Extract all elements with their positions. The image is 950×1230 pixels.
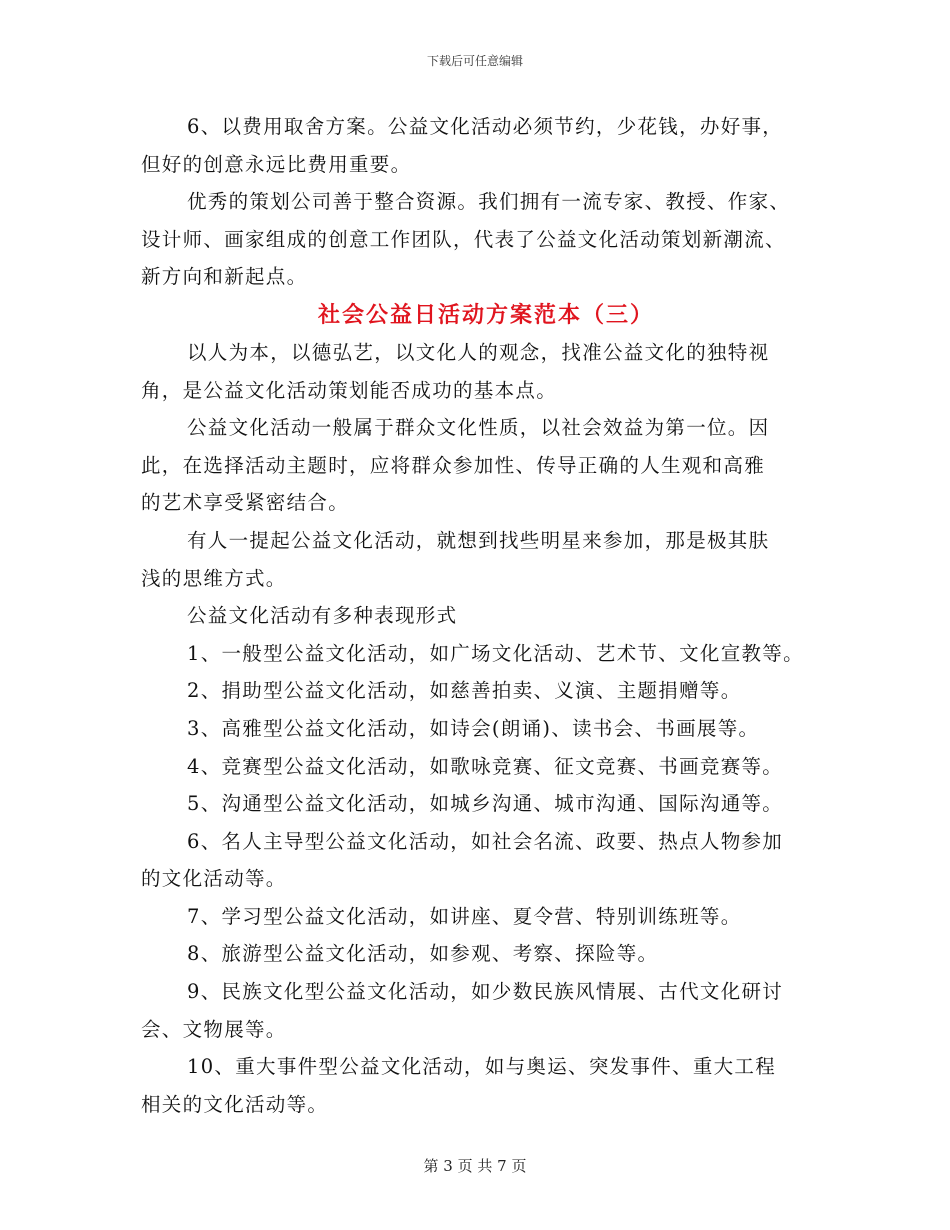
text-line: 8、旅游型公益文化活动，如参观、考察、探险等。 bbox=[187, 942, 659, 966]
text-line: 10、重大事件型公益文化活动，如与奥运、突发事件、重大工程 bbox=[187, 1055, 777, 1079]
text-line: 的艺术享受紧密结合。 bbox=[141, 491, 350, 515]
text-line: 的文化活动等。 bbox=[141, 867, 287, 891]
page-footer: 第 3 页 共 7 页 bbox=[423, 1157, 527, 1175]
text-line: 3、高雅型公益文化活动，如诗会(朗诵)、读书会、书画展等。 bbox=[187, 716, 760, 740]
text-line: 7、学习型公益文化活动，如讲座、夏令营、特别训练班等。 bbox=[187, 904, 742, 928]
text-line: 6、名人主导型公益文化活动，如社会名流、政要、热点人物参加 bbox=[187, 829, 784, 853]
section-title: 社会公益日活动方案范本（三） bbox=[317, 301, 654, 328]
text-line: 浅的思维方式。 bbox=[141, 566, 287, 590]
text-line: 相关的文化活动等。 bbox=[141, 1092, 329, 1116]
text-line: 新方向和新起点。 bbox=[141, 265, 308, 289]
text-line: 设计师、画家组成的创意工作团队，代表了公益文化活动策划新潮流、 bbox=[141, 227, 786, 251]
text-line: 6、以费用取舍方案。公益文化活动必须节约，少花钱，办好事， bbox=[187, 115, 784, 138]
document-body bbox=[141, 108, 831, 1123]
paragraphs-before-title bbox=[141, 108, 831, 296]
text-line: 公益文化活动有多种表现形式 bbox=[187, 604, 458, 628]
text-line: 以人为本，以德弘艺，以文化人的观念，找准公益文化的独特视 bbox=[187, 340, 770, 364]
page-header: 下载后可任意编辑 bbox=[426, 54, 523, 68]
text-line: 5、沟通型公益文化活动，如城乡沟通、城市沟通、国际沟通等。 bbox=[187, 792, 784, 816]
text-line: 9、民族文化型公益文化活动，如少数民族风情展、古代文化研讨 bbox=[187, 980, 784, 1004]
text-line: 优秀的策划公司善于整合资源。我们拥有一流专家、教授、作家、 bbox=[187, 190, 791, 214]
text-line: 公益文化活动一般属于群众文化性质，以社会效益为第一位。因 bbox=[187, 416, 770, 440]
text-line: 1、一般型公益文化活动，如广场文化活动、艺术节、文化宣教等。 bbox=[187, 641, 804, 665]
text-line: 会、文物展等。 bbox=[141, 1017, 287, 1041]
text-line: 4、竞赛型公益文化活动，如歌咏竞赛、征文竞赛、书画竞赛等。 bbox=[187, 754, 784, 778]
paragraphs-after-title bbox=[141, 334, 831, 1123]
text-line: 此，在选择活动主题时，应将群众参加性、传导正确的人生观和高雅 bbox=[141, 453, 766, 477]
text-line: 但好的创意永远比费用重要。 bbox=[141, 152, 412, 176]
text-line: 有人一提起公益文化活动，就想到找些明星来参加，那是极其肤 bbox=[187, 528, 770, 552]
text-line: 2、捐助型公益文化活动，如慈善拍卖、义演、主题捐赠等。 bbox=[187, 679, 742, 703]
text-line: 角，是公益文化活动策划能否成功的基本点。 bbox=[141, 378, 558, 402]
